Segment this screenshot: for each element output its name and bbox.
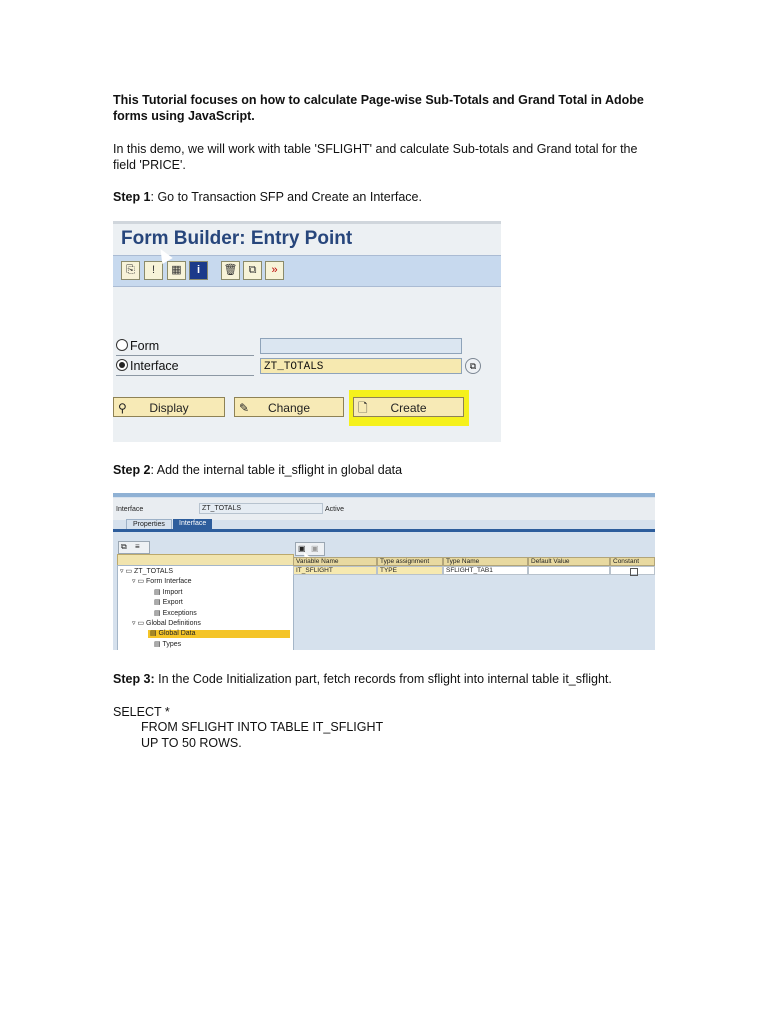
info-icon[interactable]: i <box>189 261 208 280</box>
interface-name-field[interactable]: ZT_TOTALS <box>199 503 323 514</box>
tree-export[interactable]: ▤ Export <box>154 599 183 606</box>
code-line-3: UP TO 50 ROWS. <box>141 736 242 750</box>
cell-type-name[interactable] <box>443 566 528 575</box>
copy-icon[interactable]: ⧉ <box>243 261 262 280</box>
tutorial-title: This Tutorial focuses on how to calculate Page-wise Sub-Totals and Grand Total in Adobe forms using JavaScript. <box>113 93 644 123</box>
tree-form-interface[interactable]: ▿ ▭ Form Interface <box>132 578 192 585</box>
tree-form-interface-label: Form Interface <box>146 578 192 585</box>
radio-form-icon[interactable] <box>116 339 128 351</box>
cell-type-assignment[interactable]: TYPE <box>377 566 443 575</box>
change-label: Change <box>267 401 311 415</box>
interface-editor-screenshot <box>113 493 655 650</box>
divider <box>116 355 254 356</box>
demo-paragraph: In this demo, we will work with table 'SFLIGHT' and calculate Sub-totals and Grand total for the field 'PRICE'. <box>113 142 638 172</box>
value-help-icon[interactable]: ⧉ <box>465 358 481 374</box>
type-name-value: SFLIGHT_TAB1 <box>446 567 493 574</box>
step-1-text: : Go to Transaction SFP and Create an Interface. <box>150 190 422 204</box>
interface-input[interactable]: ZT_TOTALS <box>260 358 462 374</box>
divider <box>116 375 254 376</box>
radio-form-label: Form <box>130 339 160 353</box>
expand-icon[interactable]: ⧉ <box>121 542 127 551</box>
grid-toolbar <box>295 542 325 556</box>
tab-interface[interactable]: Interface <box>173 519 212 529</box>
delete-row-icon[interactable]: ▣ <box>311 544 319 553</box>
tree-import[interactable]: ▤ Import <box>154 589 183 596</box>
interface-label: Interface <box>116 506 144 513</box>
tree-global-data-label: Global Data <box>158 630 196 637</box>
col-constant[interactable]: Constant <box>610 557 655 566</box>
table-icon[interactable]: ▦ <box>167 261 186 280</box>
cell-default-value[interactable] <box>528 566 610 575</box>
radio-form[interactable] <box>116 339 159 353</box>
col-variable-name[interactable]: Variable Name <box>293 557 377 566</box>
form-builder-screenshot <box>113 221 501 442</box>
radio-interface-icon[interactable] <box>116 359 128 371</box>
tree-exceptions[interactable]: ▤ Exceptions <box>154 610 197 617</box>
radio-interface[interactable] <box>116 359 179 373</box>
header-band <box>113 493 655 497</box>
tree-global-definitions[interactable]: ▿ ▭ Global Definitions <box>132 620 201 627</box>
tab-properties[interactable]: Properties <box>126 519 172 531</box>
cell-variable-name[interactable]: IT_SFLIGHT <box>293 566 377 575</box>
tree-root[interactable]: ▿ ▭ ZT_TOTALS <box>120 568 174 575</box>
tree-exceptions-label: Exceptions <box>162 610 197 617</box>
step-1-label: Step 1 <box>113 190 151 204</box>
change-button[interactable] <box>234 397 344 417</box>
display-icon: ⚲ <box>118 401 127 415</box>
exclamation-icon[interactable]: ! <box>144 261 163 280</box>
new-document-icon: 🗋 <box>358 401 368 415</box>
display-label: Display <box>149 401 189 415</box>
insert-row-icon[interactable]: ▣ <box>298 544 306 553</box>
status-text: Active <box>325 506 345 513</box>
step-2 <box>113 462 653 478</box>
code-line-1: SELECT * <box>113 705 170 719</box>
form-input[interactable] <box>260 338 462 354</box>
other-object-icon[interactable]: ⎘ <box>121 261 140 280</box>
col-type-name[interactable]: Type Name <box>443 557 528 566</box>
tree-types[interactable]: ▤ Types <box>154 641 182 648</box>
tree-global-data[interactable]: ▤ Global Data <box>148 630 290 638</box>
display-button[interactable] <box>113 397 225 417</box>
tree-root-label: ZT_TOTALS <box>134 568 174 575</box>
step-1 <box>113 189 653 205</box>
create-button[interactable] <box>353 397 464 417</box>
radio-interface-label: Interface <box>130 359 179 373</box>
delete-icon[interactable]: 🗑 <box>221 261 240 280</box>
top-border <box>113 221 501 224</box>
tree-toolbar <box>118 541 150 554</box>
tree-types-label: Types <box>162 641 182 648</box>
col-type-assignment[interactable]: Type assignment <box>377 557 443 566</box>
col-default-value[interactable]: Default Value <box>528 557 610 566</box>
create-label: Create <box>390 401 427 415</box>
pencil-icon: ✎ <box>239 401 250 415</box>
constant-checkbox[interactable] <box>630 568 638 576</box>
cell-constant[interactable] <box>610 566 655 575</box>
step-3-label: Step 3: <box>113 672 155 686</box>
interface-tree <box>117 565 294 650</box>
step-3-text: In the Code Initialization part, fetch records from sflight into internal table it_sflight. <box>154 672 612 686</box>
tree-import-label: Import <box>162 589 183 596</box>
step-3 <box>113 671 653 687</box>
rename-icon[interactable]: » <box>265 261 284 280</box>
step-2-text: : Add the internal table it_sflight in global data <box>150 463 403 477</box>
form-builder-title: Form Builder: Entry Point <box>121 228 353 249</box>
tree-export-label: Export <box>162 599 183 606</box>
form-builder-toolbar <box>113 255 501 287</box>
tab-bar <box>113 529 655 532</box>
step-2-label: Step 2 <box>113 463 151 477</box>
tree-global-definitions-label: Global Definitions <box>146 620 201 627</box>
code-line-2: FROM SFLIGHT INTO TABLE IT_SFLIGHT <box>141 720 384 734</box>
header-row <box>113 498 655 520</box>
collapse-icon[interactable]: ≡ <box>135 542 140 551</box>
